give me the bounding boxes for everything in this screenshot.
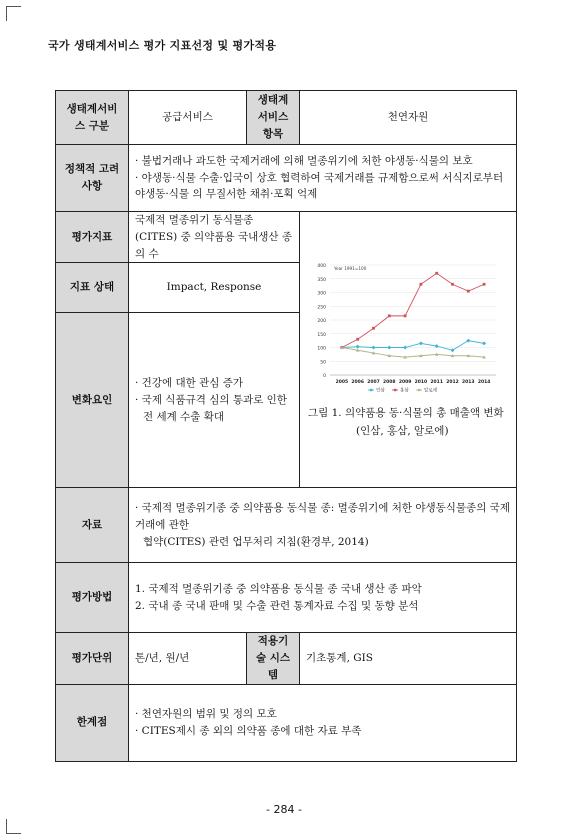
figure-caption-sub: (인삼, 홍삼, 알로에) <box>356 424 449 437</box>
label-service-item: 생태계서비스 항목 <box>247 91 300 145</box>
data-point <box>482 341 486 345</box>
row-limits <box>56 684 517 761</box>
factor-line-2: · 국제 식품규격 심의 통과로 인한 <box>135 393 287 406</box>
value-policy <box>129 145 517 212</box>
factor-line-1: · 건강에 대한 관심 증가 <box>135 377 243 390</box>
data-point <box>483 283 486 286</box>
x-tick-label: 2011 <box>430 379 443 385</box>
figure-caption-title: 그림 1. 의약품용 동·식물의 총 매출액 변화 <box>308 406 504 419</box>
label-factor: 변화요인 <box>56 313 129 488</box>
legend-label: 인삼 <box>376 388 385 394</box>
x-tick-label: 2008 <box>383 379 396 385</box>
y-tick-label: 350 <box>317 277 326 283</box>
y-tick-label: 50 <box>320 360 326 366</box>
indicator-table <box>55 90 517 762</box>
label-status: 지표 상태 <box>56 263 129 313</box>
data-point <box>467 290 470 293</box>
policy-line-2: · 야생동·식물 수출·입국이 상호 협력하여 국제거래를 규제함으로써 서식지로부터 야생동·식물 의 무질서한 채취·포획 억제 <box>135 171 504 201</box>
figure-cell <box>300 212 517 488</box>
x-tick-label: 2009 <box>398 379 412 385</box>
data-point <box>404 314 407 317</box>
figure-caption <box>306 405 510 441</box>
label-indicator: 평가지표 <box>56 212 129 263</box>
value-service-type: 공급서비스 <box>129 91 247 145</box>
page-number: - 284 - <box>266 803 302 816</box>
data-point <box>387 345 391 349</box>
value-indicator: 국제적 멸종위기 동식물종(CITES) 중 의약품용 국내생산 종의 수 <box>129 212 300 263</box>
x-tick-label: 2012 <box>446 379 459 385</box>
value-limits <box>129 684 517 761</box>
row-data <box>56 488 517 563</box>
data-point <box>435 272 438 275</box>
y-tick-label: 100 <box>317 346 326 352</box>
data-point <box>388 314 391 317</box>
row-policy <box>56 145 517 212</box>
label-method: 평가방법 <box>56 563 129 633</box>
legend-marker <box>418 389 420 391</box>
data-point <box>372 345 376 349</box>
value-service-item: 천연자원 <box>300 91 517 145</box>
crop-mark-bottom-left <box>6 819 21 834</box>
data-point <box>451 283 454 286</box>
label-tech-system: 적용기술 시스템 <box>247 633 300 684</box>
policy-line-1: · 불법거래나 과도한 국제거래에 의해 멸종위기에 처한 야생동·식물의 보호 <box>135 154 473 167</box>
value-status: Impact, Response <box>129 263 300 313</box>
series-line-알로에 <box>342 347 484 357</box>
running-header: 국가 생태계서비스 평가 지표선정 및 평가적용 <box>48 39 277 52</box>
y-tick-label: 300 <box>317 291 326 297</box>
row-category <box>56 91 517 145</box>
data-point <box>372 327 375 330</box>
method-line-1: 1. 국제적 멸종위기종 중 의약품용 동식물 종 국내 생산 종 파악 <box>135 583 422 596</box>
data-point <box>419 341 423 345</box>
limits-line-1: · 천연자원의 범위 및 정의 모호 <box>135 707 277 720</box>
label-unit: 평가단위 <box>56 633 129 684</box>
y-tick-label: 200 <box>317 318 326 324</box>
data-line-2: 협약(CITES) 관련 업무처리 지침(환경부, 2014) <box>143 535 369 548</box>
data-point <box>420 283 423 286</box>
label-category: 생태계서비스 구분 <box>56 91 129 145</box>
legend-marker <box>394 389 396 391</box>
data-point <box>451 348 455 352</box>
chart-annotation: Year 1991=100 <box>334 265 367 271</box>
row-unit <box>56 633 517 684</box>
data-point <box>466 339 470 343</box>
crop-mark-top-left <box>6 6 21 21</box>
data-point <box>403 345 407 349</box>
x-tick-label: 2014 <box>477 379 491 385</box>
y-tick-label: 250 <box>317 305 326 311</box>
label-limits: 한계점 <box>56 684 129 761</box>
label-policy: 정책적 고려사항 <box>56 145 129 212</box>
data-line-1: · 국제적 멸종위기종 중 의약품용 동식물 종: 멸종위기에 처한 야생동식물종의 국제거래에 관한 <box>135 502 510 531</box>
method-line-2: 2. 국내 종 국내 판매 및 수출 관련 통계자료 수집 및 동향 분석 <box>135 599 419 612</box>
x-tick-label: 2006 <box>351 379 364 385</box>
value-tech-system: 기초통계, GIS <box>300 633 517 684</box>
legend-label: 알로에 <box>424 388 438 394</box>
x-tick-label: 2007 <box>367 379 380 385</box>
y-tick-label: 150 <box>317 332 326 338</box>
row-method <box>56 563 517 633</box>
x-tick-label: 2010 <box>414 379 428 385</box>
limits-line-2: · CITES제시 종 외의 의약품 종에 대한 자료 부족 <box>135 724 362 737</box>
sales-line-chart <box>306 259 502 397</box>
y-tick-label: 0 <box>323 373 326 379</box>
x-tick-label: 2013 <box>462 379 475 385</box>
series-line-홍삼 <box>342 273 484 347</box>
factor-line-3: 전 세계 수출 확대 <box>143 410 225 423</box>
y-tick-label: 400 <box>317 263 326 269</box>
value-method <box>129 563 517 633</box>
data-point <box>356 345 360 349</box>
data-point <box>356 338 359 341</box>
value-data <box>129 488 517 563</box>
series-line-인삼 <box>342 341 484 351</box>
x-tick-label: 2005 <box>335 379 349 385</box>
label-data: 자료 <box>56 488 129 563</box>
value-factor <box>129 313 300 488</box>
legend-label: 홍삼 <box>400 388 409 394</box>
row-indicator <box>56 212 517 263</box>
value-unit: 톤/년, 원/년 <box>129 633 247 684</box>
legend-marker <box>370 389 372 391</box>
